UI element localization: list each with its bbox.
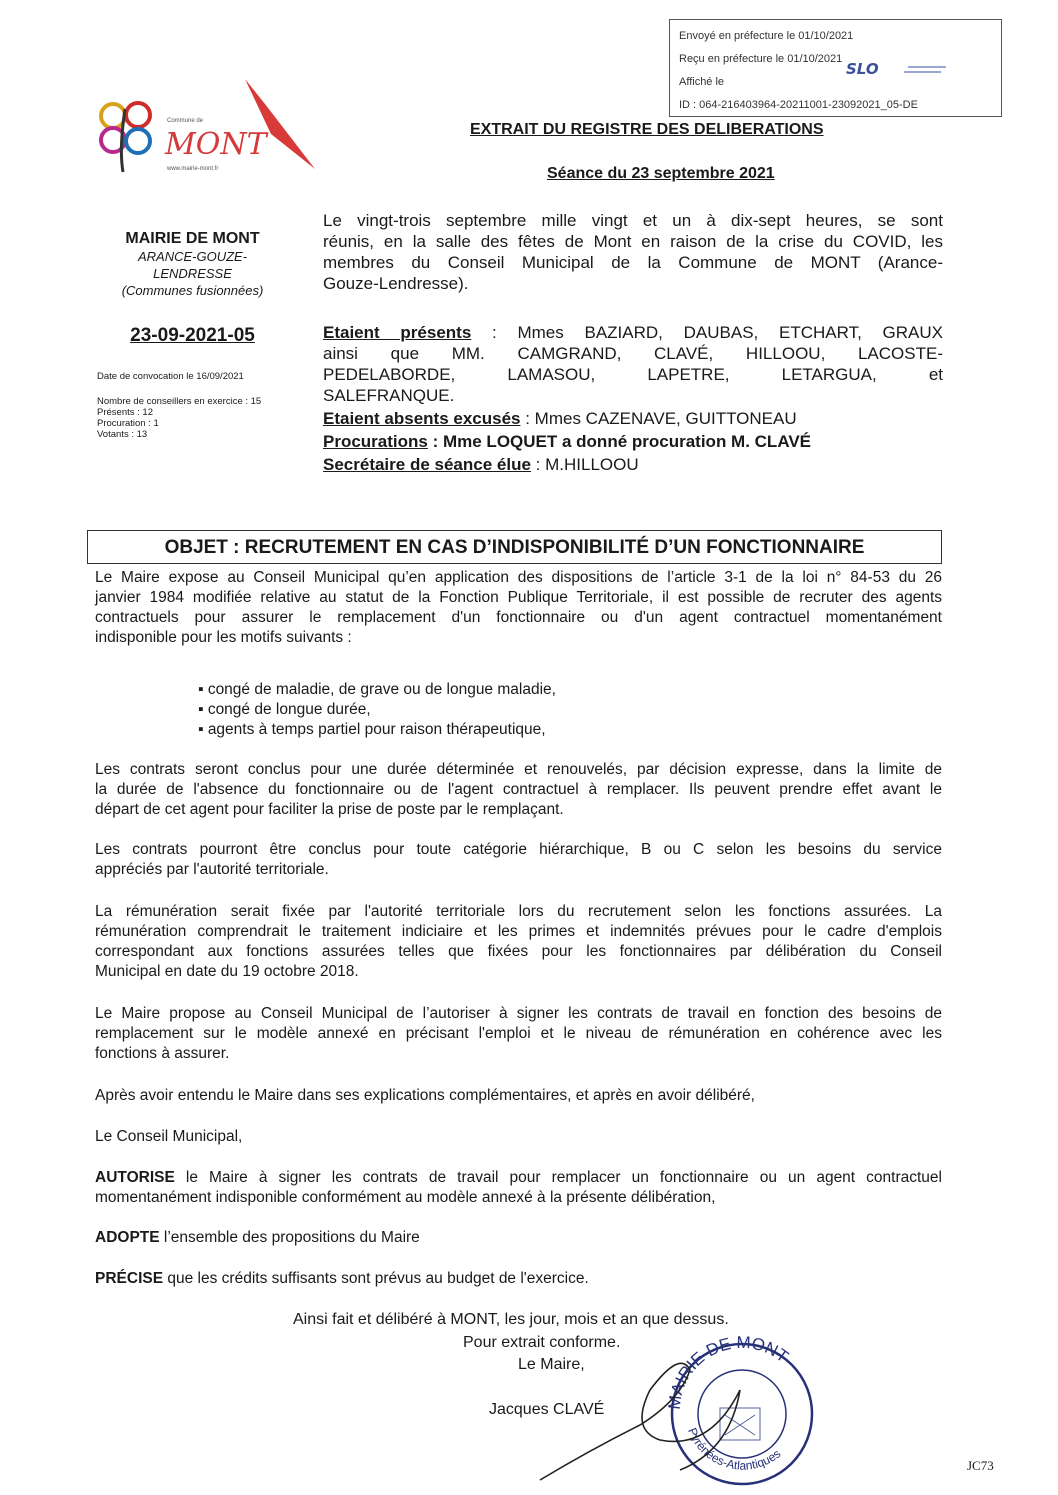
body-line: la durée de l'absence du fonctionnaire ou de l'agent contractuel à remplacer. Ils peuvent prendre effet avant le: [95, 781, 942, 798]
logo-graphic: [95, 74, 335, 184]
presents-text: : Mmes BAZIARD, DAUBAS, ETCHART, GRAUX: [492, 323, 943, 342]
votants-count: Votants : 13: [97, 429, 148, 440]
paragraph-1: [95, 568, 942, 648]
intro-line: Gouze-Lendresse).: [323, 274, 469, 293]
procurations-line: [323, 431, 943, 452]
adopte-paragraph: [95, 1228, 420, 1248]
intro-line: réunis, en la salle des fêtes de Mont en raison de la crise du COVID, les: [323, 232, 943, 251]
body-line: correspondant aux fonctions assurées telles que fixées pour les fonctionnaires par délibération du Conseil: [95, 943, 942, 960]
adopte-keyword: ADOPTE: [95, 1229, 160, 1246]
mayor-name: Jacques CLAVÉ: [489, 1401, 605, 1418]
slo-logo: [846, 61, 956, 82]
seance-date: Séance du 23 septembre 2021: [547, 165, 775, 182]
paragraph-4: [95, 902, 942, 982]
counts-block: [97, 396, 261, 440]
list-item: ▪ congé de longue durée,: [198, 701, 371, 718]
presents-line: [323, 322, 943, 343]
paragraph-3: [95, 840, 942, 880]
official-seal: [530, 1330, 790, 1495]
signature-line1: Ainsi fait et délibéré à MONT, les jour, mois et an que dessus.: [293, 1311, 729, 1328]
stamp-affiche: Affiché le: [679, 76, 725, 88]
stamp-id: ID : 064-216403964-20211001-23092021_05-DE: [679, 99, 918, 111]
document-title: EXTRAIT DU REGISTRE DES DELIBERATIONS: [470, 121, 824, 138]
secretaire-text: : M.HILLOOU: [535, 455, 639, 474]
seal-top-text: MAIRIE DE MONT: [664, 1332, 792, 1411]
body-line: Municipal en date du 19 octobre 2018.: [95, 963, 359, 980]
autorise-line: [95, 1168, 942, 1188]
mairie-block: [95, 230, 290, 299]
presents-line: SALEFRANQUE.: [323, 386, 455, 405]
body-line: Les contrats seront conclus pour une durée déterminée et renouvelés, par décision expresse, dans la limite de: [95, 761, 942, 778]
paragraph-2: [95, 760, 942, 820]
communes-line2: LENDRESSE: [153, 266, 232, 281]
intro-paragraph: [323, 210, 943, 294]
communes-line1: ARANCE-GOUZE-: [137, 249, 248, 264]
slo-logo-graphic: [846, 61, 956, 77]
absents-label: Etaient absents excusés: [323, 409, 521, 428]
logo-url: www.mairie-mont.fr: [167, 166, 219, 172]
precise-text: que les crédits suffisants sont prévus au budget de l'exercice.: [167, 1270, 589, 1287]
list-item: ▪ agents à temps partiel pour raison thérapeutique,: [198, 721, 546, 738]
presents-label: Etaient présents: [323, 323, 472, 342]
seal-bottom-text: Pyrénées-Atlantiques: [685, 1425, 784, 1473]
secretaire-label: Secrétaire de séance élue: [323, 455, 531, 474]
signature-line3: Le Maire,: [518, 1356, 585, 1373]
list-item-text: congé de maladie, de grave ou de longue maladie,: [207, 681, 556, 698]
paragraph-6: Après avoir entendu le Maire dans ses explications complémentaires, et après en avoir délibéré,: [95, 1087, 755, 1104]
autorise-text: le Maire à signer les contrats de travail pour remplacer un fonctionnaire ou un agent contractuel: [185, 1169, 942, 1186]
mairie-name: MAIRIE DE MONT: [125, 230, 260, 247]
stamp-envoye: Envoyé en préfecture le 01/10/2021: [679, 30, 854, 42]
absents-text: : Mmes CAZENAVE, GUITTONEAU: [525, 409, 797, 428]
slo-text: SLO: [846, 60, 879, 78]
page-initials: JC73: [967, 1458, 994, 1473]
deliberation-number: 23-09-2021-05: [130, 325, 255, 346]
body-line: contractuels pour assurer le remplacement d'un fonctionnaire ou d'un agent contractuel momentanément: [95, 609, 942, 626]
procurations-label: Procurations: [323, 432, 428, 451]
autorise-line: momentanément indisponible conformément au modèle annexé à la présente délibération,: [95, 1189, 716, 1206]
body-line: appréciés par l'autorité territoriale.: [95, 861, 329, 878]
secretaire-line: [323, 454, 943, 475]
convocation-date: Date de convocation le 16/09/2021: [97, 371, 244, 382]
body-line: La rémunération serait fixée par l'autorité territoriale lors du recrutement selon les fonctions assurées. La: [95, 903, 942, 920]
procurations-text: : Mme LOQUET a donné procuration M. CLAVÉ: [432, 432, 812, 451]
seal-graphic: [530, 1330, 790, 1490]
adopte-text: l’ensemble des propositions du Maire: [163, 1229, 420, 1246]
list-item-text: agents à temps partiel pour raison thérapeutique,: [207, 721, 546, 738]
signature-line2: Pour extrait conforme.: [463, 1334, 621, 1351]
presents-count: Présents : 12: [97, 407, 153, 418]
autorise-paragraph: [95, 1168, 942, 1208]
precise-paragraph: [95, 1269, 589, 1289]
body-line: indisponible pour les motifs suivants :: [95, 629, 352, 646]
paragraph-5: [95, 1004, 942, 1064]
presents-line: PEDELABORDE, LAMASOU, LAPETRE, LETARGUA, et: [323, 365, 943, 384]
conseillers-count: Nombre de conseillers en exercice : 15: [97, 396, 262, 407]
objet-title: OBJET : RECRUTEMENT EN CAS D’INDISPONIBILITÉ D’UN FONCTIONNAIRE: [87, 530, 942, 564]
commune-logo: [95, 74, 335, 184]
absents-line: [323, 408, 943, 429]
body-line: Les contrats pourront être conclus pour toute catégorie hiérarchique, B ou C selon les besoins du service: [95, 841, 942, 858]
logo-name: MONT: [165, 127, 267, 162]
body-line: départ de cet agent pour faciliter la prise de poste par le remplaçant.: [95, 801, 564, 818]
body-line: rémunération comprendrait le traitement indiciaire et les primes et indemnités prévues pour le cadre d'emplois: [95, 923, 942, 940]
presents-line: ainsi que MM. CAMGRAND, CLAVÉ, HILLOOU, LACOSTE-: [323, 344, 943, 363]
list-item-text: congé de longue durée,: [207, 701, 371, 718]
list-item: ▪ congé de maladie, de grave ou de longue maladie,: [198, 681, 556, 698]
procuration-count: Procuration : 1: [97, 418, 159, 429]
body-line: Le Maire expose au Conseil Municipal qu’en application des dispositions de l’article 3-1 de la loi n° 84-53 du 26: [95, 569, 942, 586]
logo-commune-de: Commune de: [167, 118, 204, 124]
body-line: Le Maire propose au Conseil Municipal de l’autoriser à signer les contrats de travail en fonction des besoins de: [95, 1005, 942, 1022]
body-line: fonctions à assurer.: [95, 1045, 230, 1062]
intro-line: Le vingt-trois septembre mille vingt et un à dix-sept heures, se sont: [323, 211, 943, 230]
communes-fusion: (Communes fusionnées): [121, 283, 264, 298]
paragraph-7: Le Conseil Municipal,: [95, 1128, 243, 1145]
autorise-keyword: AUTORISE: [95, 1169, 175, 1186]
precise-keyword: PRÉCISE: [95, 1270, 164, 1287]
body-line: remplacement sur le modèle annexé en précisant l'emploi et le niveau de rémunération en cohérence avec les: [95, 1025, 942, 1042]
motifs-list: [198, 680, 556, 740]
attendance-block: [323, 322, 943, 475]
intro-line: membres du Conseil Municipal de la Commune de MONT (Arance-: [323, 253, 943, 272]
body-line: janvier 1984 modifiée relative au statut de la Fonction Publique Territoriale, il est possible de recruter des agents: [95, 589, 942, 606]
stamp-recu: Reçu en préfecture le 01/10/2021: [679, 53, 843, 65]
